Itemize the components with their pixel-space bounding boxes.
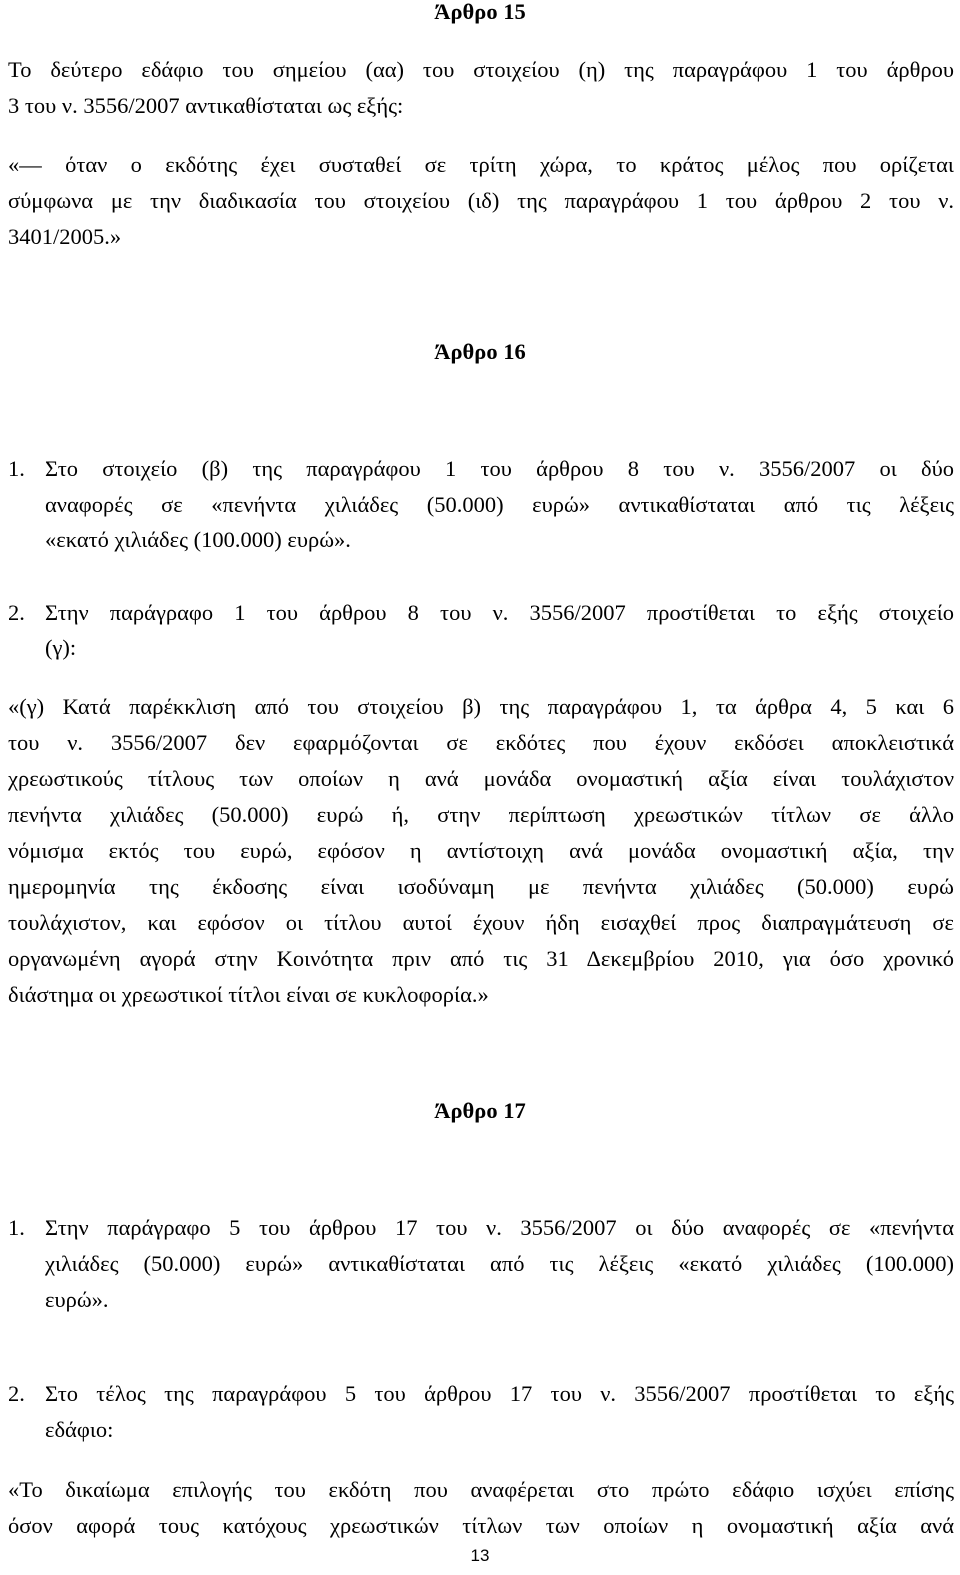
article-17-item-2-line-1: Στο τέλος της παραγράφου 5 του άρθρου 17 του ν. 3556/2007 προστίθεται το εξής xyxy=(45,1381,954,1406)
article-16-quote-line-5: νόμισμα εκτός του ευρώ, εφόσον η αντίστοιχη ανά μονάδα ονομαστική αξία, την xyxy=(8,838,954,863)
article-15-quote-line-1: «— όταν ο εκδότης έχει συσταθεί σε τρίτη χώρα, το κράτος μέλος που ορίζεται xyxy=(8,152,954,177)
article-16-quote-line-4: πενήντα χιλιάδες (50.000) ευρώ ή, στην περίπτωση χρεωστικών τίτλων σε άλλο xyxy=(8,802,954,827)
article-17-heading: Άρθρο 17 xyxy=(434,1098,526,1123)
article-15-line-1: Το δεύτερο εδάφιο του σημείου (αα) του στοιχείου (η) της παραγράφου 1 του άρθρου xyxy=(8,57,954,82)
article-16-item-2-number: 2. xyxy=(8,600,25,625)
article-16-quote-line-3: χρεωστικούς τίτλους των οποίων η ανά μονάδα ονομαστική αξία είναι τουλάχιστον xyxy=(8,766,954,791)
article-16-item-2-line-1: Στην παράγραφο 1 του άρθρου 8 του ν. 3556/2007 προστίθεται το εξής στοιχείο xyxy=(45,600,954,625)
article-17-item-2-number: 2. xyxy=(8,1381,25,1406)
article-16-quote-line-2: του ν. 3556/2007 δεν εφαρμόζονται σε εκδότες που έχουν εκδόσει αποκλειστικά xyxy=(8,730,954,755)
article-17-item-2-line-2: εδάφιο: xyxy=(45,1417,114,1442)
article-17-quote-line-2: όσον αφορά τους κατόχους χρεωστικών τίτλων των οποίων η ονομαστική αξία ανά xyxy=(8,1513,954,1538)
article-15-quote-line-3: 3401/2005.» xyxy=(8,224,122,249)
page-number: 13 xyxy=(470,1546,490,1565)
article-16-quote-line-8: οργανωμένη αγορά στην Κοινότητα πριν από τις 31 Δεκεμβρίου 2010, για όσο χρονικό xyxy=(8,946,954,971)
article-16-heading: Άρθρο 16 xyxy=(434,339,526,364)
article-17-item-1-line-1: Στην παράγραφο 5 του άρθρου 17 του ν. 3556/2007 οι δύο αναφορές σε «πενήντα xyxy=(45,1215,954,1240)
article-15-line-2: 3 του ν. 3556/2007 αντικαθίσταται ως εξής: xyxy=(8,93,404,118)
article-16-item-1-line-1: Στο στοιχείο (β) της παραγράφου 1 του άρθρου 8 του ν. 3556/2007 οι δύο xyxy=(45,456,954,481)
article-15-heading: Άρθρο 15 xyxy=(434,0,526,24)
article-17-item-1-number: 1. xyxy=(8,1215,25,1240)
article-16-quote-line-7: τουλάχιστον, και εφόσον οι τίτλου αυτοί έχουν ήδη εισαχθεί προς διαπραγμάτευση σε xyxy=(8,910,954,935)
article-16-item-2-line-2: (γ): xyxy=(45,635,77,660)
article-16-quote-line-6: ημερομηνία της έκδοσης είναι ισοδύναμη με πενήντα χιλιάδες (50.000) ευρώ xyxy=(8,874,954,899)
article-16-item-1-line-2: αναφορές σε «πενήντα χιλιάδες (50.000) ευρώ» αντικαθίσταται από τις λέξεις xyxy=(45,492,954,517)
article-16-item-1-number: 1. xyxy=(8,456,25,481)
article-17-item-1-line-2: χιλιάδες (50.000) ευρώ» αντικαθίσταται από τις λέξεις «εκατό χιλιάδες (100.000) xyxy=(45,1251,954,1276)
article-16-item-1-line-3: «εκατό χιλιάδες (100.000) ευρώ». xyxy=(45,527,351,552)
article-17-quote-line-1: «Το δικαίωμα επιλογής του εκδότη που αναφέρεται στο πρώτο εδάφιο ισχύει επίσης xyxy=(8,1477,954,1502)
article-15-quote-line-2: σύμφωνα με την διαδικασία του στοιχείου (ιδ) της παραγράφου 1 του άρθρου 2 του ν. xyxy=(8,188,954,213)
article-16-quote-line-1: «(γ) Κατά παρέκκλιση από του στοιχείου β) της παραγράφου 1, τα άρθρα 4, 5 και 6 xyxy=(8,694,954,719)
article-16-quote-line-9: διάστημα οι χρεωστικοί τίτλοι είναι σε κυκλοφορία.» xyxy=(8,982,489,1007)
article-17-item-1-line-3: ευρώ». xyxy=(45,1287,109,1312)
